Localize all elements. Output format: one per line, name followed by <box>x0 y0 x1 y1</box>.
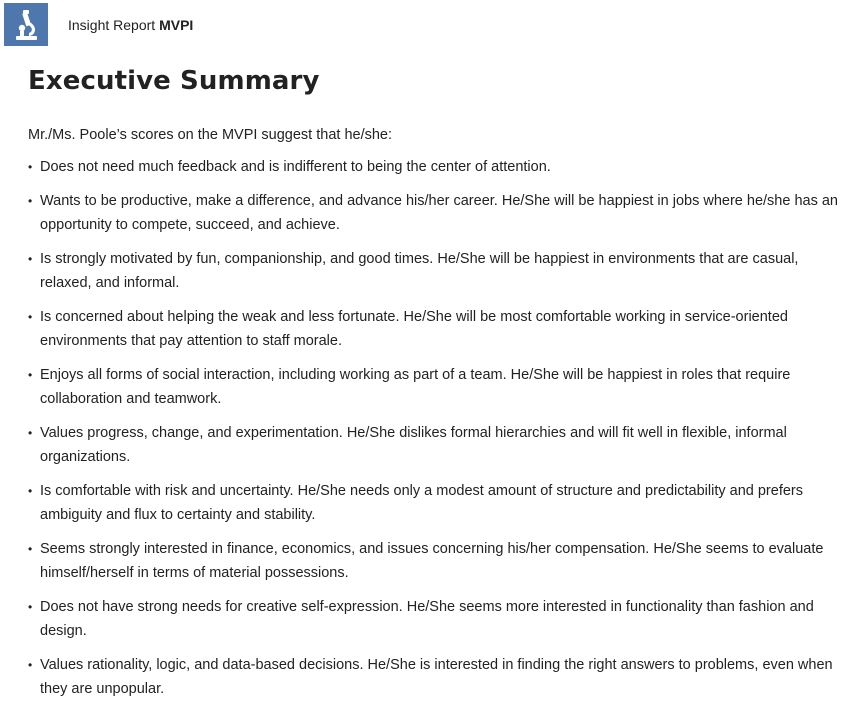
list-item: • Values rationality, logic, and data-based decisions. He/She is interested in finding the right answers to problems, even when they are unpopular. <box>28 653 853 701</box>
list-item: • Values progress, change, and experimentation. He/She dislikes formal hierarchies and will fit well in flexible, informal organizations. <box>28 421 853 469</box>
intro-text: Mr./Ms. Poole’s scores on the MVPI suggest that he/she: <box>28 127 393 143</box>
report-name: MVPI <box>159 16 194 33</box>
summary-list <box>28 155 853 711</box>
microscope-icon <box>4 3 48 46</box>
list-item: • Wants to be productive, make a difference, and advance his/her career. He/She will be happiest in jobs where he/she has an opportunity to compete, succeed, and achieve. <box>28 189 853 237</box>
report-header <box>4 3 193 46</box>
list-item: • Seems strongly interested in finance, economics, and issues concerning his/her compensation. He/She seems to evaluate himself/herself in terms of material possessions. <box>28 537 853 585</box>
page-title: Executive Summary <box>28 66 320 96</box>
report-prefix: Insight Report <box>68 16 156 33</box>
list-item: • Is comfortable with risk and uncertainty. He/She needs only a modest amount of structure and predictability and prefers ambiguity and flux to certainty and stability. <box>28 479 853 527</box>
list-item: • Does not need much feedback and is indifferent to being the center of attention. <box>28 155 853 179</box>
list-item: • Is concerned about helping the weak and less fortunate. He/She will be most comfortable working in service-oriented environments that pay attention to staff morale. <box>28 305 853 353</box>
list-item: • Enjoys all forms of social interaction, including working as part of a team. He/She will be happiest in roles that require collaboration and teamwork. <box>28 363 853 411</box>
list-item: • Does not have strong needs for creative self-expression. He/She seems more interested in functionality than fashion and design. <box>28 595 853 643</box>
list-item: • Is strongly motivated by fun, companionship, and good times. He/She will be happiest in environments that are casual, relaxed, and informal. <box>28 247 853 295</box>
report-title <box>68 17 193 33</box>
